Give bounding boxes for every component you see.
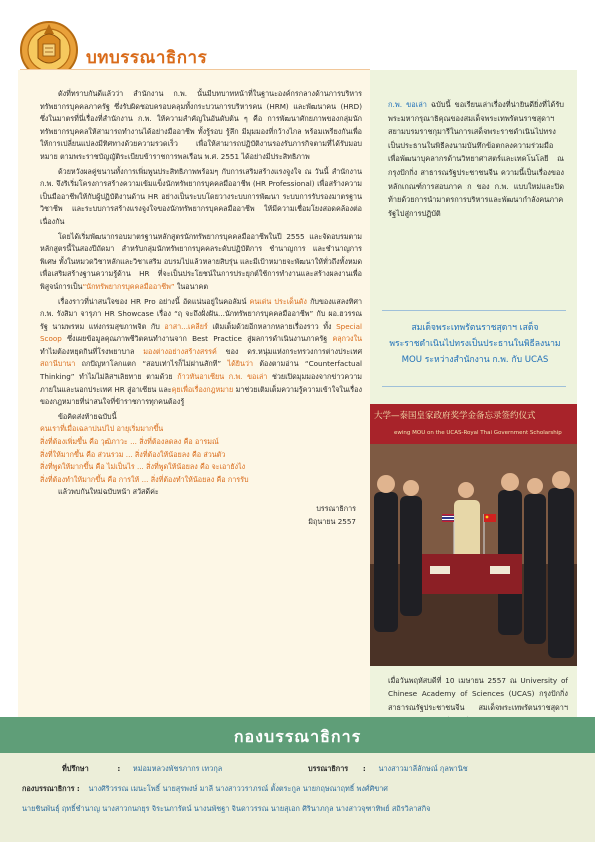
footer-title-band xyxy=(0,717,595,753)
board-row: กองบรรณาธิการ : นางศิริวรรณ เมนะโพธิ์ นายสุรพงษ์ มาลี นางสาววราภรณ์ ตั้งตระกูล นายกฤษณาฤทธิ์ พงศ์ศิขาศ xyxy=(22,784,388,793)
news-sidebar xyxy=(370,70,577,717)
banner-english-text: ewing MOU on the UCAS-Royal Thai Government Scholarship xyxy=(394,430,562,436)
board-label: กองบรรณาธิการ xyxy=(22,784,75,793)
closing-heading: ข้อคิดส่งท้ายฉบับนี้ xyxy=(58,411,117,421)
closing-line: คนเราที่เมื่อเฉลาปนปไป อายุเริ่มมากขึ้น xyxy=(40,424,164,434)
paragraph-1: ดังที่ทราบกันดีแล้วว่า สำนักงาน ก.พ. นั้นมีบทบาทหน้าที่ในฐานะองค์กรกลางด้านการบริหารทรัพยากรบุคคลภาครัฐ ซึ่งรับผิดชอบครอบคลุมทั้งกระบวนการบริหารคน (HRM) และพัฒนาคน (HRD) ซึ่งในมาตรที่นี่เรื่องที่สำนักงาน ก.พ. ให้ความสำคัญในอันดับต้น ๆ คือ การพัฒนาศักยภาพของกลุ่มนักทรัพยากรบุคคลให้สามารถทำงานได้อย่างมืออาชีพ ทั้งรู้รอบ รู้ลึก มีมุมมองที่กว้างไกล พร้อมเพรียงกันเพื่อให้การเปลี่ยนแปลงมีทิศทางด้วยความรวดเร็ว เพื่อให้สามารถปฏิบัติงานรองรับภารกิจตามที่ได้รับมอบหมาย ตามพระราชบัญญัติระเบียบข้าราชการพลเรือน พ.ศ. 2551 ได้อย่างมีประสิทธิภาพ xyxy=(40,89,362,161)
paragraph-4: เรื่องราวที่น่าสนใจของ HR Pro อย่างนี้ อัดแน่นอยู่ในคอลัมน์ คนเด่น ประเด็นดัง กับของแสลงทิศา ก.พ. รังสิมา จารุภา HR Showcase เรื่อง “ฤ จะถึงฝั่งฝัน...นักทรัพยากรบุคคลมืออาชีพ” กับ ผอ.ฮวรรณรัฐ นามพรหม แห่งกรมสุขภาพจิต กับ อาสา...เคลียร์ เติมเต็มด้วยอีกหลากหลายเรื่องราว ทั้ง Special Scoop ซึ่งเผยข้อมูลคุณภาพชีวิตคนทำงานจาก Best Practice สู่ผลการดำเนินงานภาครัฐ คลุกวงใน ทำไมต้องหยุดกินที่โรงพยาบาล มองต่างอย่างสร้างสรรค์ ของ ดร.หนุ่มแห่งกระทรวงการต่างประเทศ สถานีบานา ถกปัญหาโลกแตก “สอบเท่าไรก็ไม่ผ่านสักที” ได้ยินว่า ต้องตามอ่าน “Counterfactual Thinking” ทำไมไม่ลิสฯเลิยทาย ตามด้วย ก้าวทันอาเซียน ก.พ. ขอเล่า ช่วยเปิดมุมมองจากข่าวความภายในและนอกประเทศ HR สู่อาเซียน และคุยเพื่อเรื่องกฎหมาย มาช่วยเติมเต็มความรู้ความเข้าใจในเรื่องของกฎหมายที่น่าสนใจที่ข้าราชการทุกคนต้องรู้ xyxy=(40,296,363,407)
editor-label: บรรณาธิการ xyxy=(308,764,349,773)
mou-ceremony-photo xyxy=(370,404,577,666)
page-title: บทบรรณาธิการ xyxy=(86,48,208,68)
closing-line: สิ่งที่พูดให้มากขึ้น คือ ไม่เป็นไร ... สิ่งที่พูดให้น้อยลง คือ จะเอายังไง xyxy=(40,462,246,472)
closing-line: สิ่งที่ต้องทำให้มากขึ้น คือ การให้ ... สิ่งที่ต้องทำให้น้อยลง คือ การรับ xyxy=(40,474,249,484)
divider-bottom xyxy=(382,386,566,387)
closing-line: สิ่งที่ต้องเพิ่มขึ้น คือ วุฒิภาวะ ... สิ่งที่ต้องลดลง คือ อารมณ์ xyxy=(40,437,219,447)
board-members-line-2: นายชินพันธุ์ ฤทธิ์ชำนาญ นางสาวกนกยุร จิระนภารัตน์ นางนพัชฐา จินดาวรรณ นายสุเอก ศิรินาภกุล นางสาวจุฑาทิพย์ สถิรวิลาสกิจ xyxy=(22,804,431,813)
signature-name: บรรณาธิการ xyxy=(316,504,356,513)
signature-date: มิถุนายน 2557 xyxy=(308,516,356,526)
advisor-row: ที่ปรึกษา : หม่อมหลวงพัชรภากร เทวกุล xyxy=(62,764,223,773)
advisor-name: หม่อมหลวงพัชรภากร เทวกุล xyxy=(132,764,223,773)
board-row-2 xyxy=(22,803,430,815)
paragraph-3: โดยได้เริ่มพัฒนากรอบมาตรฐานหลักสูตรนักทรัพยากรบุคคลมืออาชีพในปี 2555 และจัดอบรมตามหลักสูตรนี้ในสองปีถัดมา สำหรับกลุ่มนักทรัพยากรบุคคลระดับปฏิบัติการ ชำนาญการ และชำนาญการพิเศษ ทั้งในหมวดวิชาหลักและวิชาเสริม อบรมไปแล้วหลายสิบรุ่น และมีเป้าหมายจะพัฒนาให้ทั่วถึงทั้งหมด เพื่อเสริมสร้างฐานความรู้ด้าน HR ที่จะเป็นประโยชน์ในการประยุกต์ใช้การทำงานและสร้างผลงานเพื่อพิสูจน์การเป็น“นักทรัพยากรบุคคลมืออาชีพ” ในอนาคต xyxy=(40,231,362,291)
editorial-panel xyxy=(18,70,370,717)
banner-chinese-text: 大学—泰国皇家政府奖学金备忘录签约仪式 xyxy=(374,411,536,421)
closing-thoughts xyxy=(40,411,362,487)
closing-line: สิ่งที่ให้มากขึ้น คือ ส่วนรวม ... สิ่งที่ต้องให้น้อยลง คือ ส่วนตัว xyxy=(40,449,226,459)
advisor-label: ที่ปรึกษา xyxy=(62,764,89,773)
photo-caption: เมื่อวันพฤหัสบดีที่ 10 เมษายน 2557 ณ University of Chinese Academy of Sciences (UCAS) กรุงปักกิ่ง สาธารณรัฐประชาชนจีน สมเด็จพระเทพรัตนราชสุดาฯ xyxy=(388,676,568,712)
editor-row: บรรณาธิการ : นางสาวมาลีลักษณ์ กุลพานิช xyxy=(308,764,468,773)
mou-headline: สมเด็จพระเทพรัตนราชสุดาฯ เสด็จพระราชดำเนินไปทรงเป็นประธานในพิธีลงนาม MOU ระหว่างสำนักงาน ก.พ. กับ UCAS xyxy=(389,323,561,365)
editorial-body xyxy=(40,88,362,528)
sidebar-intro: ก.พ. ขอเล่า ฉบับนี้ ขอเรียนเล่าเรื่องที่น่ายินดียิ่งที่ได้รับพระมหากรุณาธิคุณของสมเด็จพระเทพรัตนราชสุดาฯ สยามบรมราชกุมารีในการเสด็จพระราชดำเนินไปทรงเป็นประธานในพิธีลงนามบันทึกข้อตกลงความร่วมมือเพื่อพัฒนาบุคลากรด้านวิทยาศาสตร์และเทคโนโลยี ณ กรุงปักกิ่ง สาธารณรัฐประชาชนจีน ความนี้เป็นเรื่องของหลักเกณฑ์การสอบภาค ก ของ ก.พ. แบบใหม่และปิดท้ายด้วยการนำมาตรการบริหารและพัฒนากำลังคนภาครัฐไปสู่การปฏิบัติ xyxy=(388,100,564,218)
divider-top xyxy=(382,310,566,311)
signoff-text: แล้วพบกันใหม่ฉบับหน้า สวัสดีค่ะ xyxy=(58,487,159,497)
footer-title: กองบรรณาธิการ xyxy=(233,727,362,746)
editor-name: นางสาวมาลีลักษณ์ กุลพานิช xyxy=(378,764,468,773)
sidebar-intro-highlight: ก.พ. ขอเล่า xyxy=(388,100,427,109)
paragraph-2: ด้วยหวังผลคู่ขนานทั้งการเพิ่มพูนประสิทธิภาพพร้อมๆ กับการเสริมสร้างแรงจูงใจ ณ วันนี้ สำนักงาน ก.พ. จึงริเริ่มโครงการสร้างความเข้มแข็งนักทรัพยากรบุคคลมืออาชีพ (HR Professional) เพื่อสร้างความเป็นมืออาชีพให้กับผู้ปฏิบัติงานด้าน HR อย่างเป็นระบบโดยวางระบบการพัฒนา ระบบการรับรองมาตรฐานวิชาชีพ และระบบการสร้างแรงจูงใจของนักทรัพยากรบุคคลมืออาชีพ ให้มีความเชื่อมโยงสอดคล้องต่อเนื่องกัน xyxy=(40,166,362,226)
board-members-line-1: นางศิริวรรณ เมนะโพธิ์ นายสุรพงษ์ มาลี นางสาววราภรณ์ ตั้งตระกูล นายกฤษณาฤทธิ์ พงศ์ศิขาศ xyxy=(88,784,388,793)
editorial-board-footer xyxy=(0,717,595,842)
